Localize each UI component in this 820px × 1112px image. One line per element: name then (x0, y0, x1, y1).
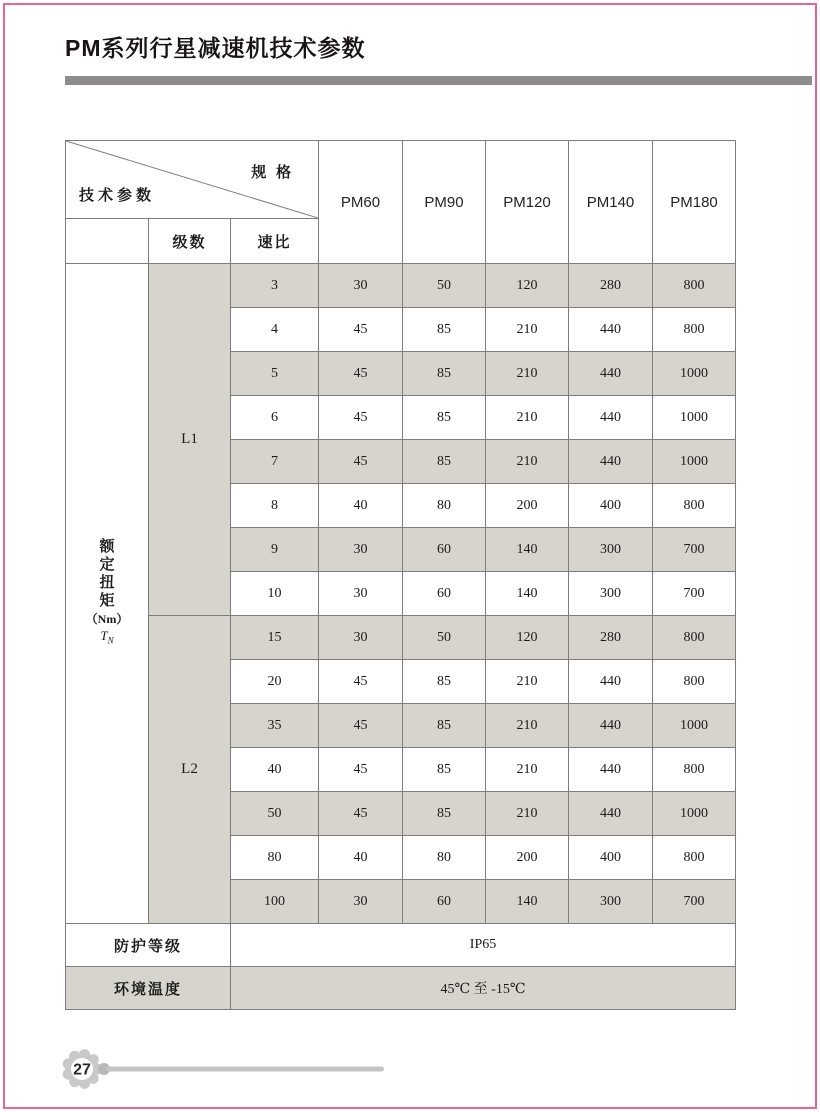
subheader-stage: 级数 (149, 219, 231, 264)
torque-value-cell: 1000 (653, 440, 736, 484)
torque-value-cell: 800 (653, 484, 736, 528)
ratio-cell: 80 (231, 836, 319, 880)
column-header-pm120: PM120 (486, 141, 569, 264)
torque-value-cell: 440 (569, 792, 653, 836)
torque-value-cell: 400 (569, 484, 653, 528)
title-underline-bar (65, 76, 812, 85)
ratio-cell: 6 (231, 396, 319, 440)
ratio-cell: 15 (231, 616, 319, 660)
torque-value-cell: 210 (486, 660, 569, 704)
torque-value-cell: 700 (653, 572, 736, 616)
torque-value-cell: 280 (569, 264, 653, 308)
torque-value-cell: 210 (486, 440, 569, 484)
torque-value-cell: 280 (569, 616, 653, 660)
torque-value-cell: 85 (403, 352, 486, 396)
torque-value-cell: 210 (486, 308, 569, 352)
torque-value-cell: 210 (486, 352, 569, 396)
torque-value-cell: 800 (653, 616, 736, 660)
torque-value-cell: 60 (403, 880, 486, 924)
ratio-cell: 35 (231, 704, 319, 748)
torque-value-cell: 210 (486, 748, 569, 792)
stage-group-label: L2 (149, 616, 231, 924)
footer-row-protection (66, 924, 736, 967)
footer-row-temperature (66, 967, 736, 1010)
torque-value-cell: 45 (319, 352, 403, 396)
column-header-pm140: PM140 (569, 141, 653, 264)
header-row-1 (66, 141, 736, 219)
torque-value-cell: 210 (486, 396, 569, 440)
corner-label-params: 技术参数 (79, 188, 156, 204)
torque-value-cell: 45 (319, 308, 403, 352)
torque-value-cell: 45 (319, 440, 403, 484)
torque-value-cell: 400 (569, 836, 653, 880)
footer-rule (96, 1047, 396, 1091)
torque-value-cell: 45 (319, 396, 403, 440)
torque-value-cell: 60 (403, 528, 486, 572)
table-row (66, 264, 736, 308)
empty-corner-cell (66, 219, 149, 264)
torque-value-cell: 85 (403, 704, 486, 748)
ratio-cell: 100 (231, 880, 319, 924)
ratio-cell: 20 (231, 660, 319, 704)
torque-value-cell: 85 (403, 308, 486, 352)
torque-value-cell: 800 (653, 748, 736, 792)
torque-value-cell: 1000 (653, 396, 736, 440)
ambient-temperature-label: 环境温度 (66, 967, 231, 1010)
torque-value-cell: 50 (403, 616, 486, 660)
corner-label-spec: 规 格 (251, 165, 295, 181)
torque-value-cell: 300 (569, 572, 653, 616)
torque-value-cell: 85 (403, 748, 486, 792)
torque-value-cell: 85 (403, 660, 486, 704)
spec-table (65, 140, 736, 1010)
torque-value-cell: 800 (653, 660, 736, 704)
torque-value-cell: 210 (486, 792, 569, 836)
torque-value-cell: 40 (319, 484, 403, 528)
torque-value-cell: 440 (569, 440, 653, 484)
torque-value-cell: 50 (403, 264, 486, 308)
torque-value-cell: 30 (319, 528, 403, 572)
torque-value-cell: 45 (319, 660, 403, 704)
torque-value-cell: 800 (653, 836, 736, 880)
torque-value-cell: 80 (403, 484, 486, 528)
ratio-cell: 5 (231, 352, 319, 396)
torque-value-cell: 30 (319, 572, 403, 616)
ratio-cell: 50 (231, 792, 319, 836)
ratio-cell: 8 (231, 484, 319, 528)
spec-table-body (66, 264, 736, 924)
torque-value-cell: 45 (319, 748, 403, 792)
torque-value-cell: 85 (403, 792, 486, 836)
stage-group-label: L1 (149, 264, 231, 616)
torque-value-cell: 40 (319, 836, 403, 880)
torque-value-cell: 60 (403, 572, 486, 616)
table-row (66, 616, 736, 660)
column-header-pm90: PM90 (403, 141, 486, 264)
column-header-pm60: PM60 (319, 141, 403, 264)
torque-value-cell: 200 (486, 836, 569, 880)
torque-value-cell: 80 (403, 836, 486, 880)
torque-value-cell: 1000 (653, 352, 736, 396)
torque-value-cell: 140 (486, 572, 569, 616)
torque-value-cell: 120 (486, 616, 569, 660)
page-number: 27 (73, 1061, 91, 1079)
page-title: PM系列行星减速机技术参数 (65, 35, 366, 61)
ratio-cell: 40 (231, 748, 319, 792)
torque-value-cell: 85 (403, 440, 486, 484)
torque-value-cell: 700 (653, 880, 736, 924)
torque-value-cell: 30 (319, 616, 403, 660)
torque-value-cell: 30 (319, 880, 403, 924)
torque-value-cell: 45 (319, 792, 403, 836)
torque-value-cell: 440 (569, 396, 653, 440)
torque-value-cell: 800 (653, 264, 736, 308)
torque-value-cell: 300 (569, 880, 653, 924)
torque-value-cell: 1000 (653, 704, 736, 748)
ratio-cell: 4 (231, 308, 319, 352)
page-footer (60, 1047, 400, 1095)
torque-value-cell: 1000 (653, 792, 736, 836)
corner-cell (66, 141, 319, 219)
row-group-label-torque: 额 定 扭 矩 （Nm） $T_N$ (66, 264, 149, 924)
torque-value-cell: 200 (486, 484, 569, 528)
torque-value-cell: 440 (569, 308, 653, 352)
ratio-cell: 7 (231, 440, 319, 484)
torque-value-cell: 30 (319, 264, 403, 308)
torque-value-cell: 300 (569, 528, 653, 572)
protection-class-label: 防护等级 (66, 924, 231, 967)
torque-value-cell: 440 (569, 748, 653, 792)
ratio-cell: 10 (231, 572, 319, 616)
torque-value-cell: 45 (319, 704, 403, 748)
ratio-cell: 3 (231, 264, 319, 308)
ambient-temperature-value: 45℃ 至 -15℃ (231, 967, 736, 1010)
ratio-cell: 9 (231, 528, 319, 572)
torque-value-cell: 440 (569, 352, 653, 396)
protection-class-value: IP65 (231, 924, 736, 967)
torque-value-cell: 440 (569, 704, 653, 748)
torque-value-cell: 85 (403, 396, 486, 440)
torque-value-cell: 140 (486, 528, 569, 572)
torque-value-cell: 800 (653, 308, 736, 352)
torque-value-cell: 140 (486, 880, 569, 924)
torque-value-cell: 700 (653, 528, 736, 572)
torque-value-cell: 120 (486, 264, 569, 308)
subheader-ratio: 速比 (231, 219, 319, 264)
torque-value-cell: 210 (486, 704, 569, 748)
torque-value-cell: 440 (569, 660, 653, 704)
column-header-pm180: PM180 (653, 141, 736, 264)
